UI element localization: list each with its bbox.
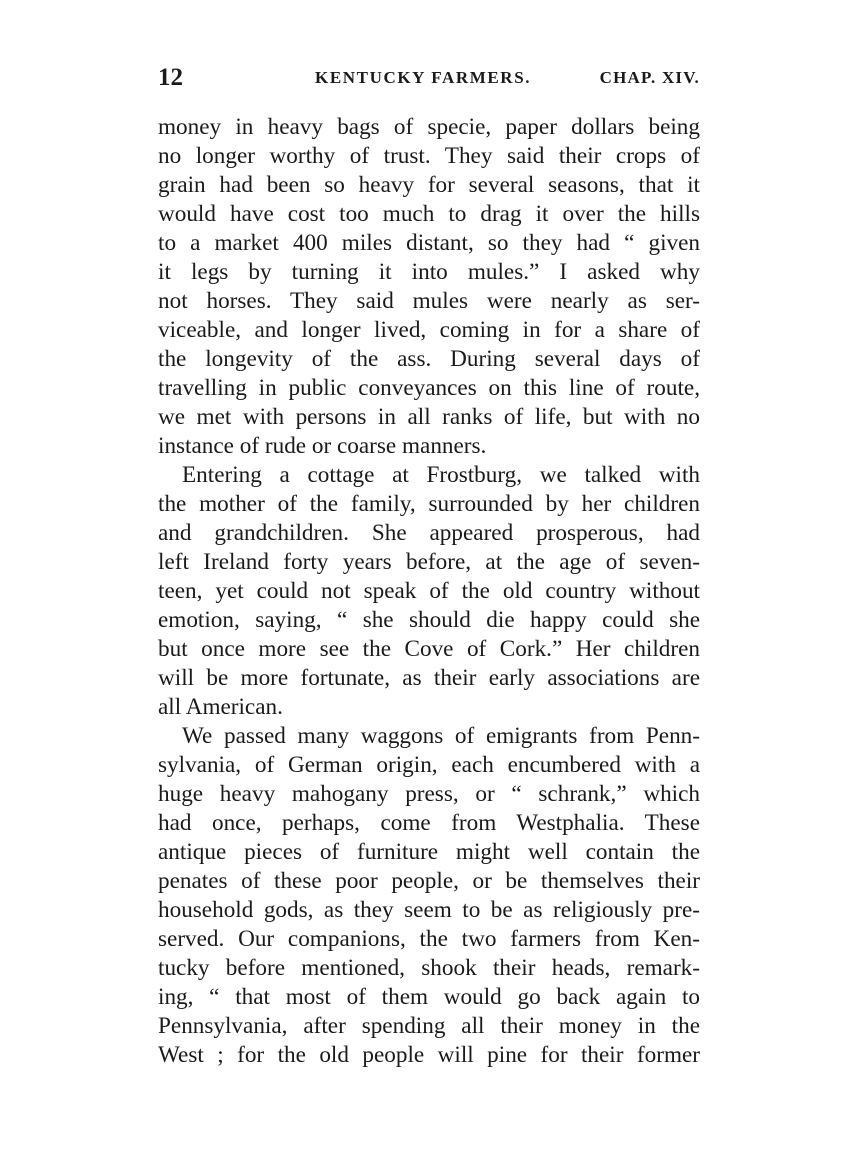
text-line: to a market 400 miles distant, so they had “ given — [158, 230, 700, 256]
running-title: KENTUCKY FARMERS. — [315, 68, 532, 87]
text-line: teen, yet could not speak of the old country without — [158, 578, 700, 604]
text-line: the longevity of the ass. During several days of — [158, 346, 700, 372]
text-line: instance of rude or coarse manners. — [158, 433, 487, 459]
text-line: no longer worthy of trust. They said their crops of — [158, 143, 700, 169]
text-line: travelling in public conveyances on this line of route, — [158, 375, 700, 401]
text-line: viceable, and longer lived, coming in for a share of — [158, 317, 700, 343]
text-line: household gods, as they seem to be as religiously pre- — [158, 897, 700, 923]
text-line: will be more fortunate, as their early associations are — [158, 665, 700, 691]
text-line: left Ireland forty years before, at the age of seven- — [158, 549, 700, 575]
paragraph-start-line: We passed many waggons of emigrants from Penn- — [182, 723, 700, 749]
text-line: tucky before mentioned, shook their heads, remark- — [158, 955, 700, 981]
text-line: served. Our companions, the two farmers from Ken- — [158, 926, 700, 952]
text-line: would have cost too much to drag it over the hills — [158, 201, 700, 227]
page-number: 12 — [158, 64, 183, 91]
body-text — [158, 113, 700, 1070]
text-line: and grandchildren. She appeared prosperous, had — [158, 520, 700, 546]
text-line: we met with persons in all ranks of life, but with no — [158, 404, 700, 430]
text-line: it legs by turning it into mules.” I asked why — [158, 259, 700, 285]
text-line: penates of these poor people, or be themselves their — [158, 868, 700, 894]
text-line: but once more see the Cove of Cork.” Her children — [158, 636, 700, 662]
text-line: West ; for the old people will pine for their former — [158, 1042, 700, 1068]
text-line: sylvania, of German origin, each encumbered with a — [158, 752, 700, 778]
paragraph-start-line: Entering a cottage at Frostburg, we talked with — [182, 462, 700, 488]
text-line: money in heavy bags of specie, paper dollars being — [158, 114, 700, 140]
text-line: had once, perhaps, come from Westphalia. These — [158, 810, 700, 836]
text-line: not horses. They said mules were nearly as ser- — [158, 288, 700, 314]
text-line: ing, “ that most of them would go back again to — [158, 984, 700, 1010]
chapter-reference: CHAP. XIV. — [599, 68, 700, 87]
running-head — [158, 64, 700, 94]
text-line: the mother of the family, surrounded by her children — [158, 491, 700, 517]
text-line: all American. — [158, 694, 283, 720]
text-line: emotion, saying, “ she should die happy could she — [158, 607, 700, 633]
text-line: huge heavy mahogany press, or “ schrank,” which — [158, 781, 700, 807]
text-line: antique pieces of furniture might well contain the — [158, 839, 700, 865]
text-line: Pennsylvania, after spending all their money in the — [158, 1013, 700, 1039]
text-line: grain had been so heavy for several seasons, that it — [158, 172, 700, 198]
